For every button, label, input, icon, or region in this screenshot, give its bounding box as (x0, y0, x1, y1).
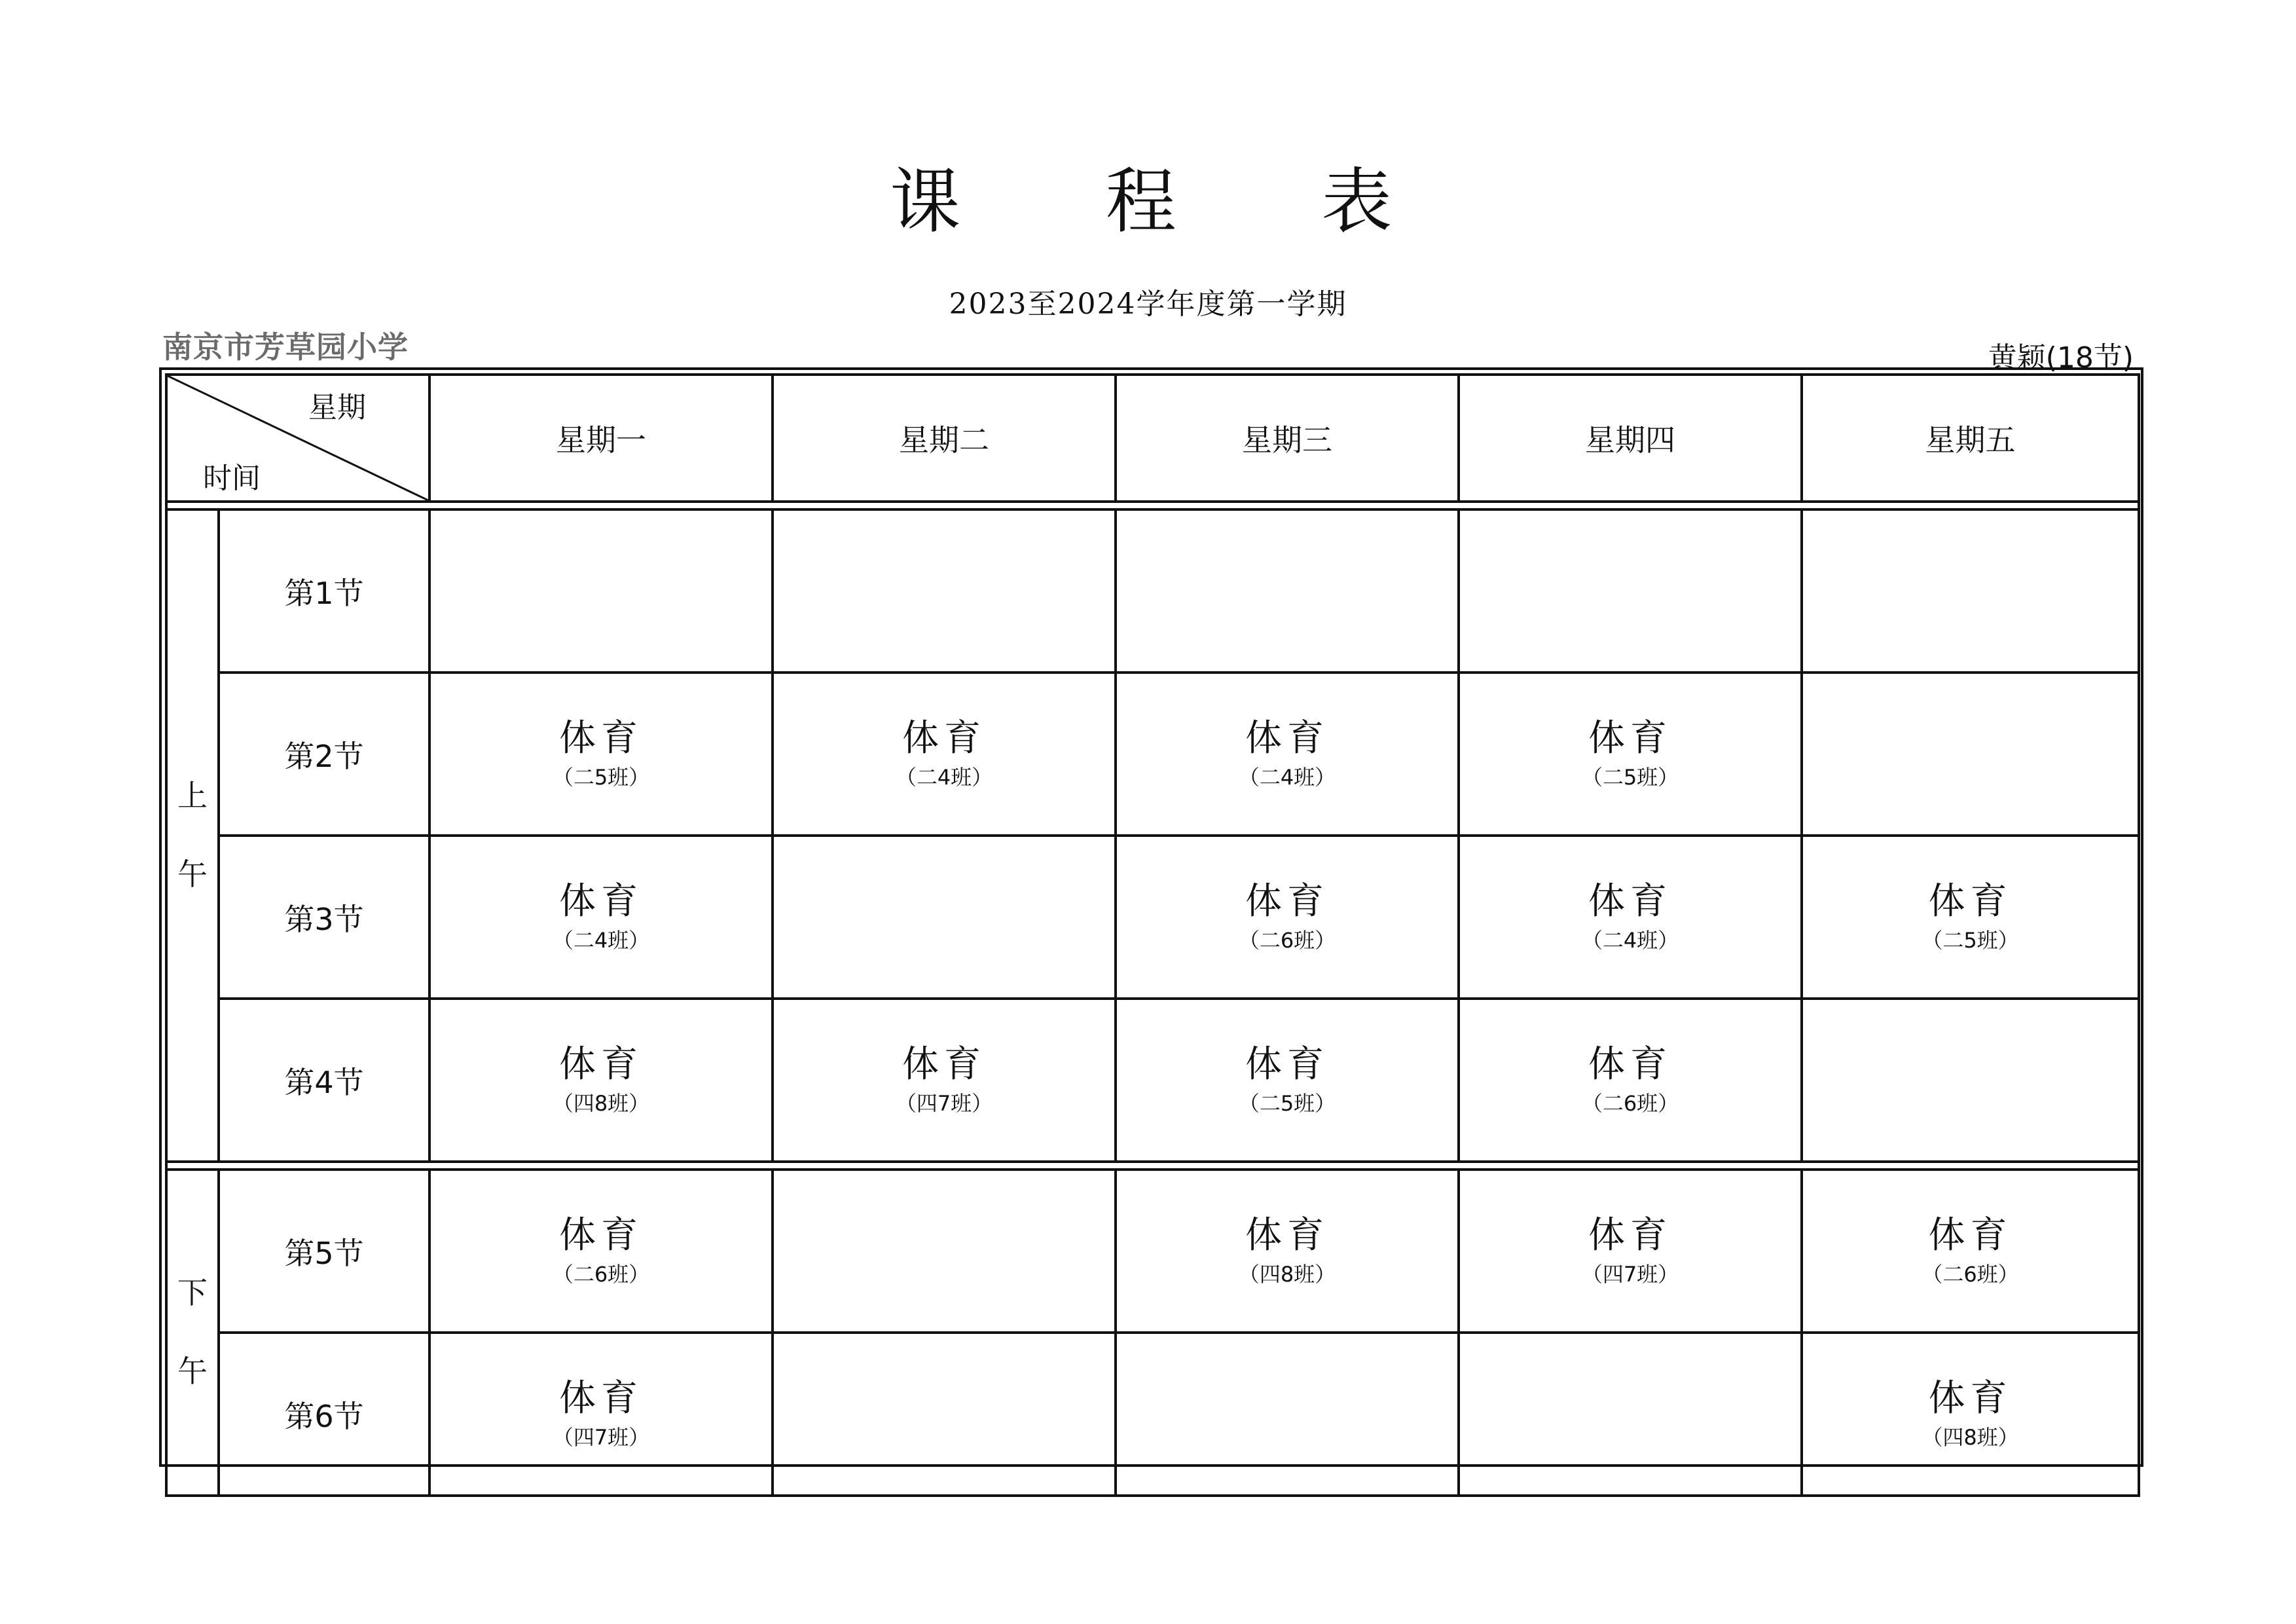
lesson-cell (1802, 673, 2139, 836)
teacher-label: 黄颖(18节) (1988, 341, 2134, 375)
lesson-cell (773, 673, 1116, 836)
lesson-class: （二4班） (552, 928, 650, 953)
lesson-class: （二4班） (1581, 928, 1679, 953)
lesson-cell (1116, 836, 1459, 999)
separator-cell (166, 1162, 2139, 1170)
lesson-cell (1459, 1333, 1802, 1496)
lesson-cell (1802, 999, 2139, 1162)
lesson-class: （二6班） (1581, 1091, 1679, 1116)
day-header: 星期三 (1116, 375, 1459, 502)
lesson-cell (429, 1170, 773, 1333)
lesson-class: （四7班） (1581, 1262, 1679, 1287)
lesson-cell (1459, 509, 1802, 673)
lesson-cell (1116, 1170, 1459, 1333)
separator-row (166, 502, 2139, 509)
lesson-subject: 体育 (1588, 880, 1672, 923)
lesson-cell (1459, 1170, 1802, 1333)
lesson-subject: 体育 (1245, 717, 1329, 760)
period-label: 第1节 (219, 509, 429, 673)
day-header: 星期二 (773, 375, 1116, 502)
lesson-cell (773, 836, 1116, 999)
day-header: 星期一 (429, 375, 773, 502)
lesson-cell (1802, 509, 2139, 673)
lesson-subject: 体育 (1928, 1214, 2013, 1257)
lesson-cell (1459, 673, 1802, 836)
lesson-cell (773, 1333, 1116, 1496)
corner-time-label: 时间 (203, 462, 261, 495)
lesson-class: （二5班） (552, 765, 650, 790)
period-row (166, 673, 2139, 836)
lesson-class: （二6班） (552, 1262, 650, 1287)
lesson-class: （四7班） (552, 1425, 650, 1450)
period-row (166, 836, 2139, 999)
corner-week-label: 星期 (308, 391, 366, 424)
lesson-class: （四8班） (1922, 1425, 2019, 1450)
period-group-text: 下午 (177, 1275, 208, 1389)
lesson-cell (429, 999, 773, 1162)
lesson-cell (429, 1333, 773, 1496)
period-label: 第6节 (219, 1333, 429, 1496)
corner-cell (166, 375, 429, 502)
period-group-text: 上午 (177, 778, 208, 892)
lesson-cell (429, 509, 773, 673)
lesson-cell (1802, 1333, 2139, 1496)
lesson-cell (1116, 509, 1459, 673)
lesson-subject: 体育 (559, 1214, 643, 1257)
lesson-subject: 体育 (559, 1043, 643, 1086)
period-row (166, 999, 2139, 1162)
lesson-cell (773, 509, 1116, 673)
separator-cell (166, 502, 2139, 509)
lesson-subject: 体育 (1245, 880, 1329, 923)
separator-row (166, 1162, 2139, 1170)
lesson-class: （二4班） (1238, 765, 1336, 790)
title-char: 课 (890, 161, 975, 243)
title-char: 表 (1321, 161, 1406, 243)
period-row (166, 1333, 2139, 1496)
lesson-cell (1116, 673, 1459, 836)
title-char: 程 (1105, 161, 1191, 243)
lesson-cell (1802, 1170, 2139, 1333)
lesson-subject: 体育 (902, 1043, 986, 1086)
day-header: 星期五 (1802, 375, 2139, 502)
school-name: 南京市芳草园小学 (162, 329, 409, 365)
lesson-class: （四8班） (552, 1091, 650, 1116)
lesson-class: （二5班） (1922, 928, 2019, 953)
period-label: 第4节 (219, 999, 429, 1162)
lesson-cell (1116, 1333, 1459, 1496)
lesson-class: （二6班） (1238, 928, 1336, 953)
lesson-class: （二4班） (895, 765, 993, 790)
lesson-cell (773, 1170, 1116, 1333)
period-group-label (166, 1170, 219, 1496)
lesson-subject: 体育 (1588, 1043, 1672, 1086)
day-header: 星期四 (1459, 375, 1802, 502)
lesson-cell (773, 999, 1116, 1162)
lesson-cell (1802, 836, 2139, 999)
lesson-cell (429, 836, 773, 999)
period-row (166, 1170, 2139, 1333)
lesson-subject: 体育 (1588, 1214, 1672, 1257)
lesson-subject: 体育 (1928, 1377, 2013, 1420)
lesson-class: （二5班） (1581, 765, 1679, 790)
schedule-table (165, 373, 2140, 1497)
lesson-subject: 体育 (902, 717, 986, 760)
period-group-label (166, 509, 219, 1162)
lesson-subject: 体育 (1928, 880, 2013, 923)
period-row (166, 509, 2139, 673)
term-subtitle: 2023至2024学年度第一学期 (949, 287, 1347, 321)
lesson-subject: 体育 (1245, 1214, 1329, 1257)
lesson-class: （二5班） (1238, 1091, 1336, 1116)
page-title (0, 161, 2296, 243)
lesson-subject: 体育 (1245, 1043, 1329, 1086)
lesson-class: （二6班） (1922, 1262, 2019, 1287)
lesson-subject: 体育 (559, 880, 643, 923)
header-row (166, 375, 2139, 502)
lesson-subject: 体育 (1588, 717, 1672, 760)
lesson-cell (1459, 999, 1802, 1162)
period-label: 第3节 (219, 836, 429, 999)
period-label: 第5节 (219, 1170, 429, 1333)
lesson-cell (1116, 999, 1459, 1162)
lesson-subject: 体育 (559, 717, 643, 760)
lesson-cell (1459, 836, 1802, 999)
lesson-subject: 体育 (559, 1377, 643, 1420)
period-label: 第2节 (219, 673, 429, 836)
lesson-class: （四8班） (1238, 1262, 1336, 1287)
lesson-cell (429, 673, 773, 836)
lesson-class: （四7班） (895, 1091, 993, 1116)
